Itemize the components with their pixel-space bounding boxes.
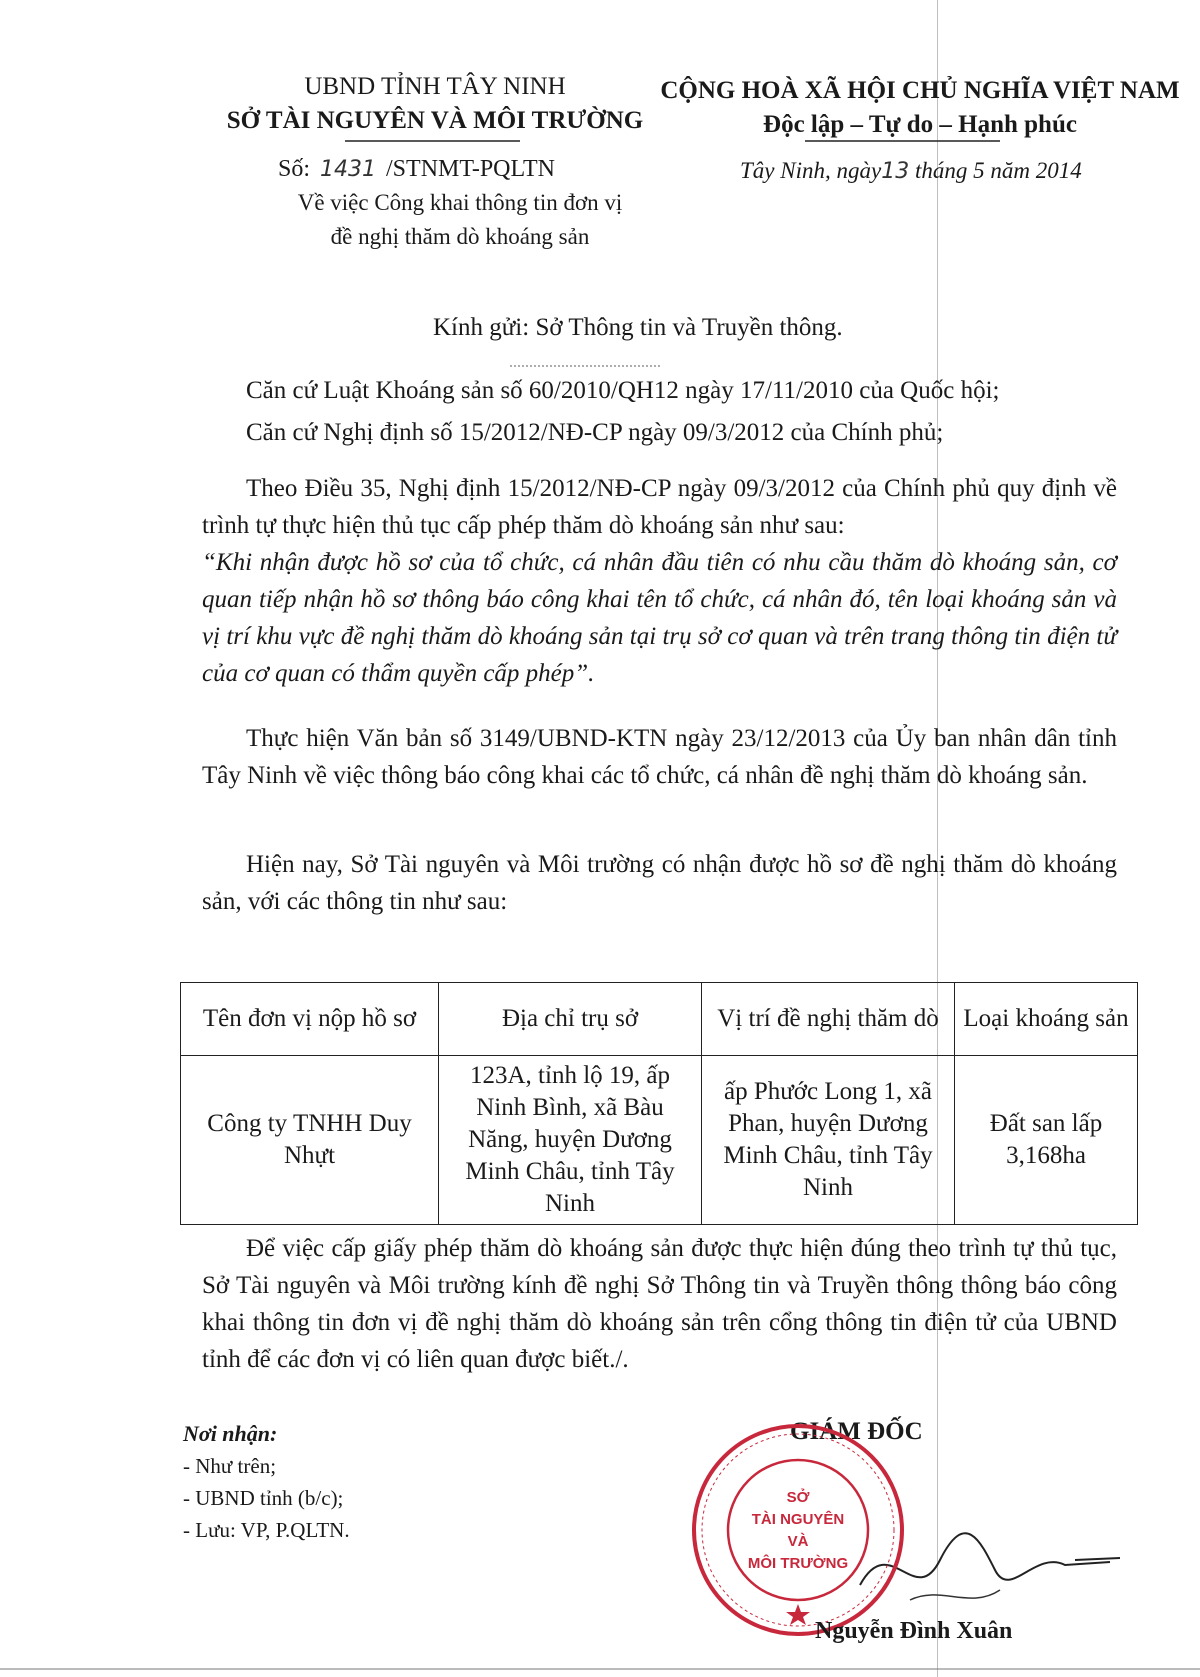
- paragraph-request: Để việc cấp giấy phép thăm dò khoáng sản được thực hiện đúng theo trình tự thủ tục, Sở Tài nguyên và Môi trường kính đề nghị Sở Thông tin và Truyền thông thông báo công khai thông tin đơn vị đề nghị thăm dò khoáng sản trên cổng thông tin điện tử của UBND tỉnh để các đơn vị có liên quan được biết./.: [202, 1235, 1117, 1373]
- column-header-unit: Tên đơn vị nộp hồ sơ: [181, 983, 439, 1056]
- date-suffix: tháng 5 năm 2014: [909, 158, 1082, 183]
- subject-line-1: Về việc Công khai thông tin đơn vị: [297, 190, 623, 215]
- agency-underline: [345, 140, 520, 144]
- agency-name: SỞ TÀI NGUYÊN VÀ MÔI TRƯỜNG: [226, 107, 644, 134]
- article-35-quote: “Khi nhận được hồ sơ của tổ chức, cá nhân đầu tiên có nhu cầu thăm dò khoáng sản, cơ quan tiếp nhận hồ sơ thông báo công khai tên tổ chức, cá nhân đó, tên loại khoáng sản và vị trí khu vực đề nghị thăm dò khoáng sản tại trụ sở cơ quan và trên trang thông tin điện tử của cơ quan có thẩm quyền cấp phép”.: [202, 549, 1117, 687]
- recipient-item: - Lưu: VP, P.QLTN.: [183, 1518, 350, 1542]
- document-date: [740, 158, 1082, 184]
- document-subject: [270, 186, 650, 254]
- table-header-row: [181, 983, 1138, 1056]
- column-header-address: Địa chỉ trụ sở: [439, 983, 702, 1056]
- recipient-item: - Như trên;: [183, 1454, 277, 1478]
- column-header-mineral: Loại khoáng sản: [955, 983, 1138, 1056]
- paragraph-legal-basis-2: Căn cứ Nghị định số 15/2012/NĐ-CP ngày 09/3/2012 của Chính phủ;: [246, 419, 944, 446]
- number-prefix: Số:: [278, 156, 311, 182]
- date-day-handwritten: 13: [881, 159, 910, 184]
- date-prefix: Tây Ninh, ngày: [740, 158, 882, 183]
- cell-address: 123A, tỉnh lộ 19, ấp Ninh Bình, xã Bàu Năng, huyện Dương Minh Châu, tỉnh Tây Ninh: [439, 1056, 702, 1225]
- cell-mineral: Đất san lấp 3,168ha: [955, 1056, 1138, 1225]
- recipient-item: - UBND tỉnh (b/c);: [183, 1486, 344, 1510]
- recipient-line: Kính gửi: Sở Thông tin và Truyền thông.: [433, 314, 843, 341]
- paragraph-legal-basis-1: Căn cứ Luật Khoáng sản số 60/2010/QH12 ngày 17/11/2010 của Quốc hội;: [246, 377, 1000, 404]
- signer-title: GIÁM ĐỐC: [790, 1418, 923, 1445]
- paragraph-implementation: Thực hiện Văn bản số 3149/UBND-KTN ngày 23/12/2013 của Ủy ban nhân dân tỉnh Tây Ninh về việc thông báo công khai các tổ chức, cá nhân đề nghị thăm dò khoáng sản.: [202, 725, 1117, 789]
- column-header-location: Vị trí đề nghị thăm dò: [702, 983, 955, 1056]
- scan-artifact-line: [937, 0, 938, 1677]
- number-suffix: /STNMT-PQLTN: [386, 156, 555, 182]
- applicant-table: [180, 982, 1138, 1225]
- motto-underline: [805, 140, 1000, 144]
- seal-line: SỞ: [786, 1489, 810, 1506]
- seal-text: [744, 1487, 852, 1575]
- agency-header: [205, 70, 665, 138]
- table-row: [181, 1056, 1138, 1225]
- scan-artifact-bottom: [0, 1668, 1200, 1670]
- seal-line: MÔI TRƯỜNG: [747, 1555, 849, 1572]
- paragraph-current-status: Hiện nay, Sở Tài nguyên và Môi trường có nhận được hồ sơ đề nghị thăm dò khoáng sản, với các thông tin như sau:: [202, 851, 1117, 915]
- seal-line: VÀ: [787, 1533, 809, 1550]
- seal-line: TÀI NGUYÊN: [751, 1511, 845, 1528]
- recipients-block: [183, 1418, 350, 1546]
- national-motto: Độc lập – Tự do – Hạnh phúc: [763, 111, 1077, 138]
- signer-name: Nguyễn Đình Xuân: [815, 1618, 1013, 1644]
- subject-line-2: đề nghị thăm dò khoáng sản: [330, 224, 590, 249]
- document-number: [278, 156, 555, 183]
- national-header: [660, 74, 1180, 142]
- paragraph-article-35: [202, 470, 1117, 692]
- number-handwritten: 1431: [320, 157, 377, 182]
- cell-unit: Công ty TNHH Duy Nhựt: [181, 1056, 439, 1225]
- recipients-title: Nơi nhận:: [183, 1421, 278, 1446]
- national-title: CỘNG HOÀ XÃ HỘI CHỦ NGHĨA VIỆT NAM: [660, 77, 1180, 104]
- agency-parent: UBND TỈNH TÂY NINH: [304, 73, 566, 100]
- cell-location: ấp Phước Long 1, xã Phan, huyện Dương Minh Châu, tỉnh Tây Ninh: [702, 1056, 955, 1225]
- article-35-intro: Theo Điều 35, Nghị định 15/2012/NĐ-CP ngày 09/3/2012 của Chính phủ quy định về trình tự thực hiện thủ tục cấp phép thăm dò khoáng sản như sau:: [202, 475, 1117, 539]
